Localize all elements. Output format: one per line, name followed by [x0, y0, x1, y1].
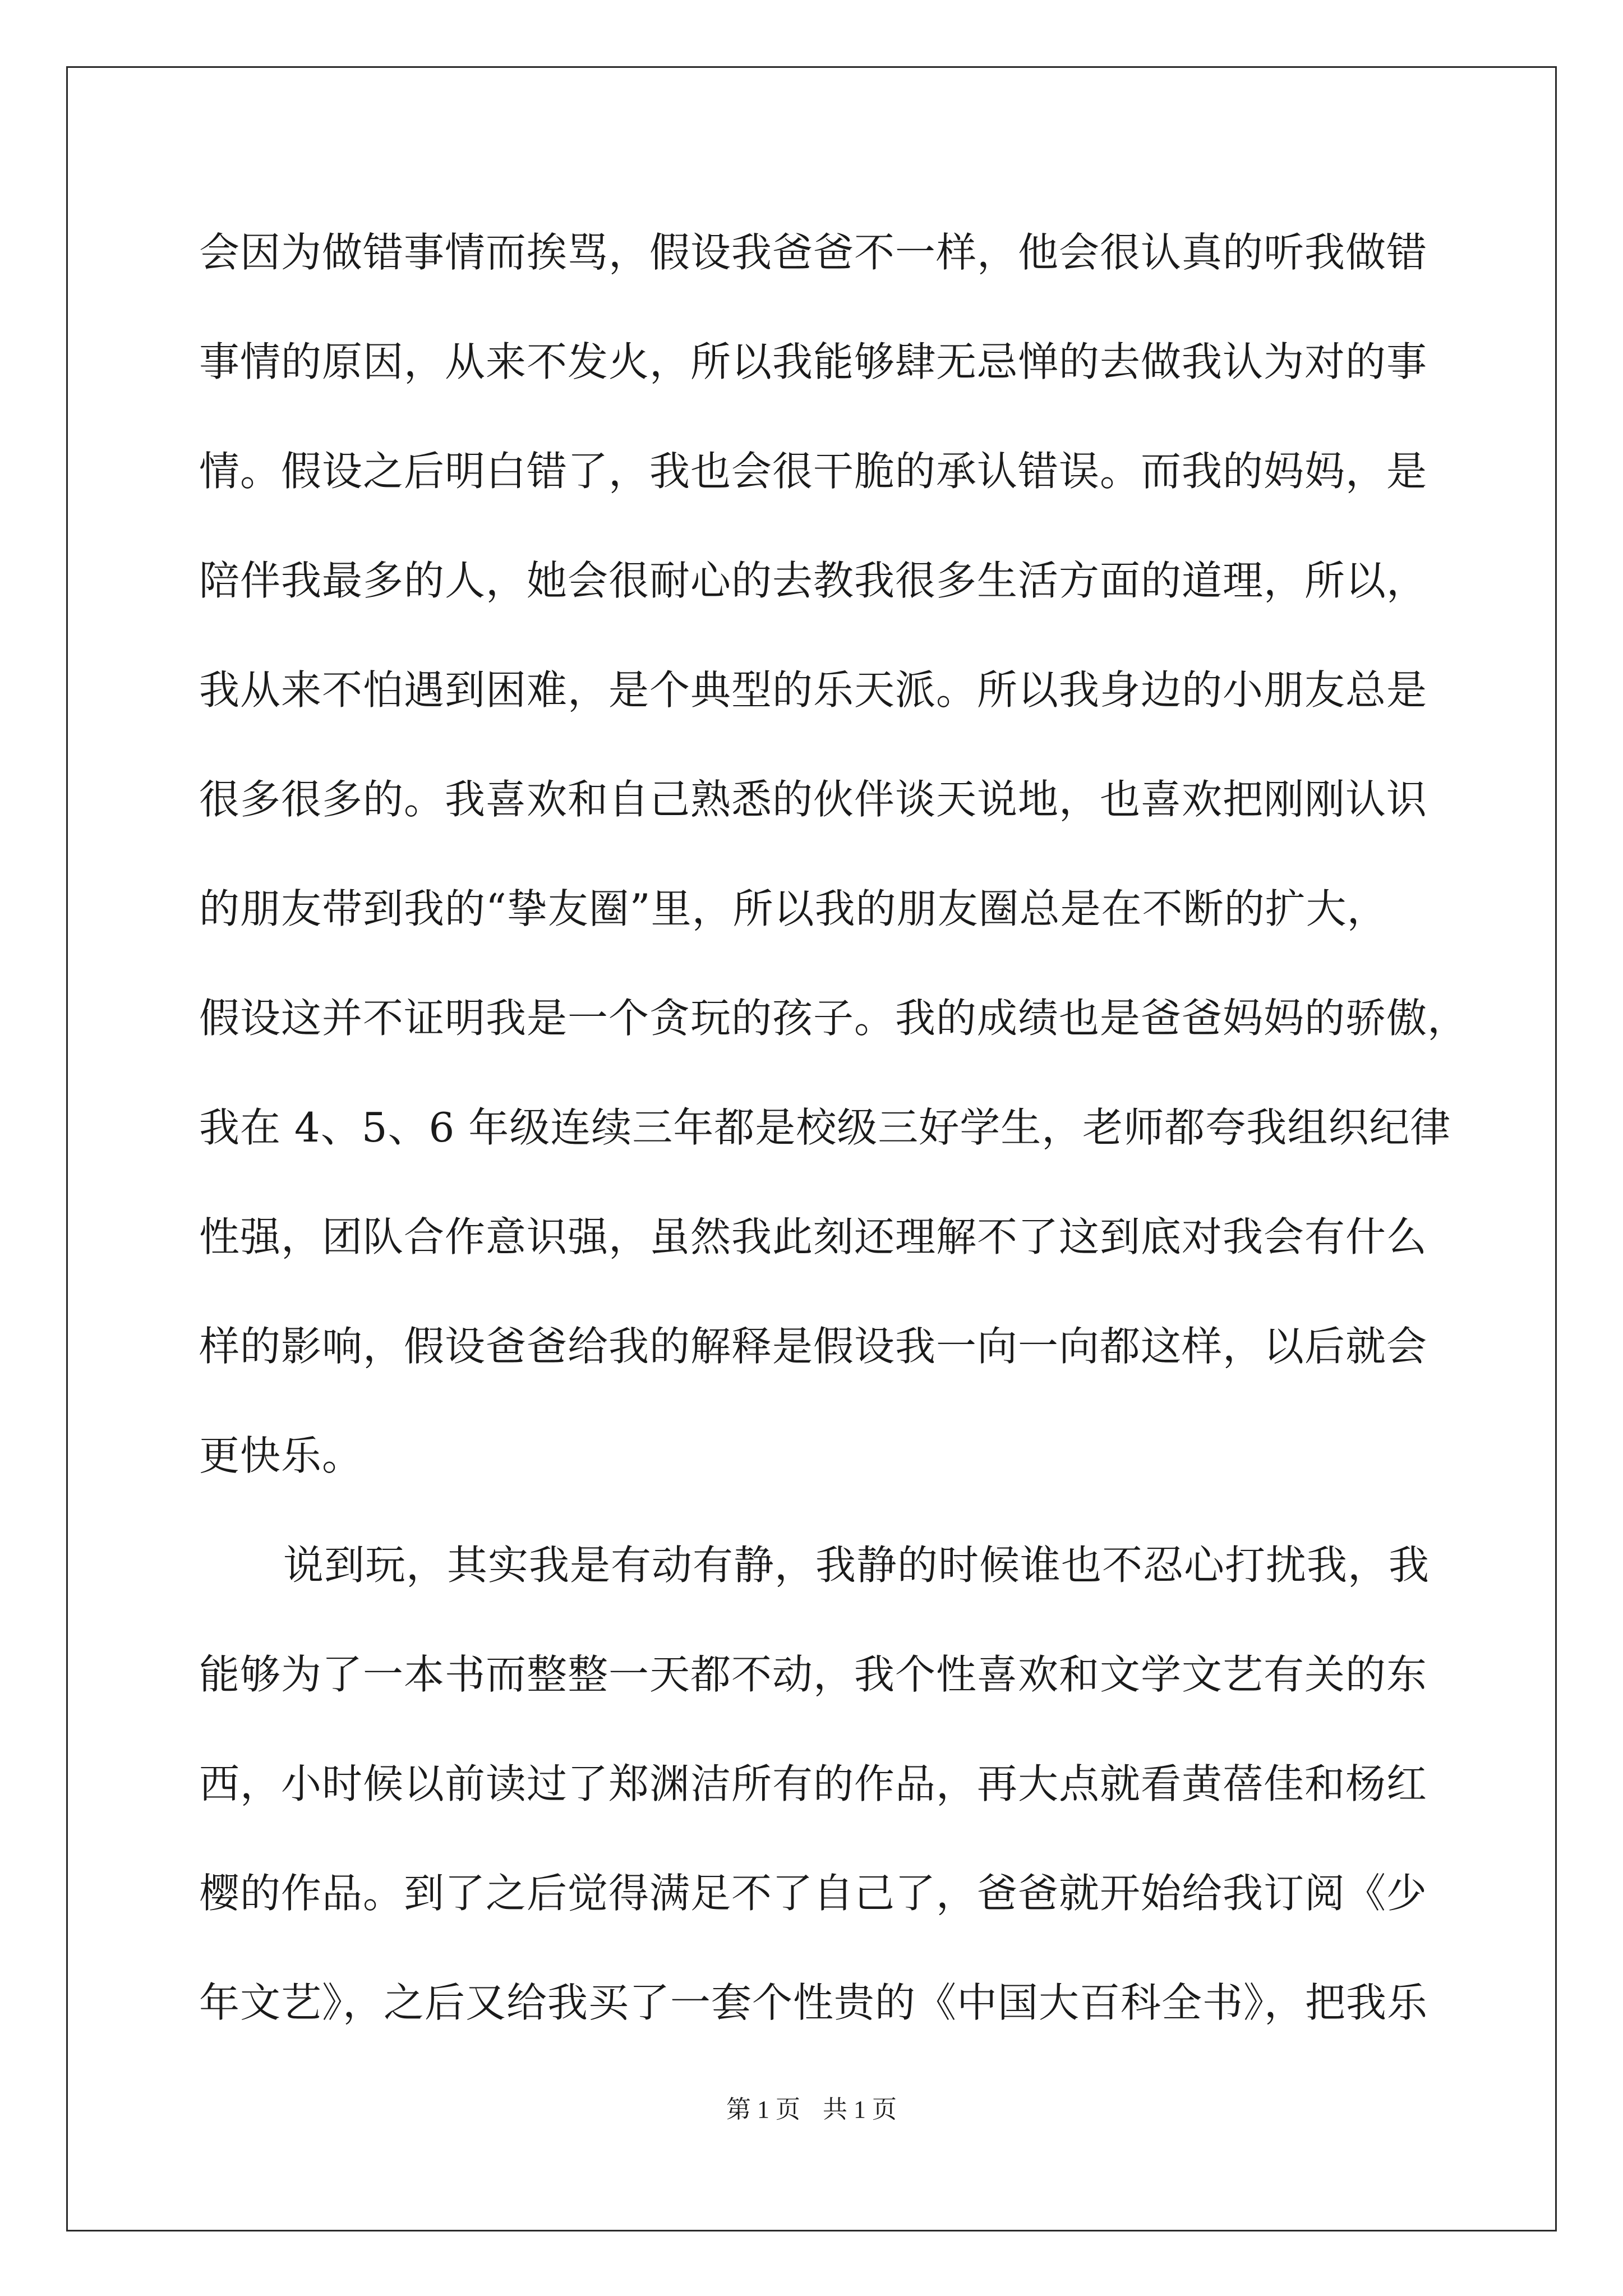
page-total: 共 1 页 [823, 2096, 897, 2123]
paragraph-start-line: 说到玩，其实我是有动有静，我静的时候谁也不忍心打扰我，我 [283, 1542, 1430, 1589]
body-text [199, 213, 1469, 2073]
text-line: 年文艺》，之后又给我买了一套个性贵的《中国大百科全书》，把我乐 [199, 1979, 1428, 2026]
text-line: 能够为了一本书而整整一天都不动，我个性喜欢和文学文艺有关的东 [199, 1651, 1428, 1698]
text-line: 很多很多的。我喜欢和自己熟悉的伙伴谈天说地，也喜欢把刚刚认识 [199, 776, 1428, 823]
text-line: 性强，团队合作意识强，虽然我此刻还理解不了这到底对我会有什么 [199, 1213, 1428, 1260]
text-line: 事情的原因，从来不发火，所以我能够肆无忌惮的去做我认为对的事 [199, 338, 1428, 385]
text-line: 更快乐。 [199, 1432, 363, 1479]
text-line: 样的影响，假设爸爸给我的解释是假设我一向一向都这样，以后就会 [199, 1323, 1428, 1370]
text-line: 西，小时候以前读过了郑渊洁所有的作品，再大点就看黄蓓佳和杨红 [199, 1760, 1428, 1807]
text-line: 会因为做错事情而挨骂，假设我爸爸不一样，他会很认真的听我做错 [199, 229, 1428, 276]
text-line: 情。假设之后明白错了，我也会很干脆的承认错误。而我的妈妈，是 [199, 448, 1428, 495]
text-line: 假设这并不证明我是一个贪玩的孩子。我的成绩也是爸爸妈妈的骄傲， [199, 995, 1469, 1042]
text-line: 的朋友带到我的“挚友圈”里，所以我的朋友圈总是在不断的扩大， [199, 885, 1388, 932]
text-line: 樱的作品。到了之后觉得满足不了自己了，爸爸就开始给我订阅《少 [199, 1870, 1428, 1917]
page-footer [0, 2093, 1623, 2127]
text-line: 我在 4、5、6 年级连续三年都是校级三好学生，老师都夸我组织纪律 [199, 1104, 1451, 1151]
text-line: 我从来不怕遇到困难，是个典型的乐天派。所以我身边的小朋友总是 [199, 666, 1428, 714]
text-line: 陪伴我最多的人，她会很耐心的去教我很多生活方面的道理，所以， [199, 557, 1428, 604]
page-number: 第 1 页 [726, 2096, 800, 2123]
